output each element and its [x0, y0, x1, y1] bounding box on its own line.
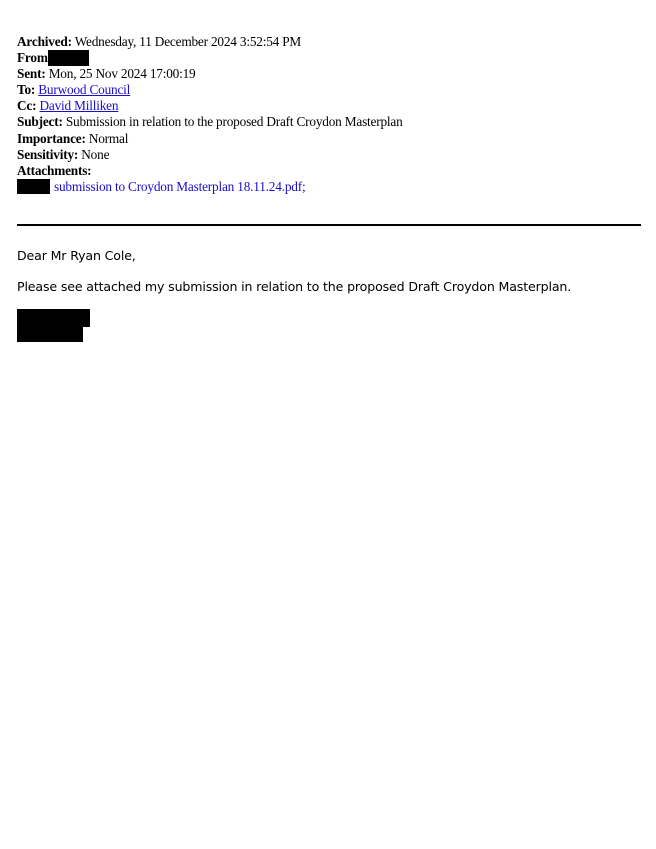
attachment-name-redaction	[17, 179, 50, 194]
attachment-file-link[interactable]: submission to Croydon Masterplan 18.11.24.pdf	[54, 178, 302, 194]
archived-row	[17, 34, 403, 50]
cc-recipient-link[interactable]: David Milliken	[39, 98, 119, 114]
archived-label: Archived:	[17, 34, 72, 49]
to-recipient-link[interactable]: Burwood Council	[38, 82, 131, 98]
subject-value: Submission in relation to the proposed Draft Croydon Masterplan	[65, 114, 403, 130]
signature-redaction-bottom	[17, 326, 83, 342]
attachments-label: Attachments:	[17, 162, 92, 178]
email-header	[17, 34, 403, 195]
from-label: From	[17, 50, 48, 66]
from-redaction	[48, 50, 89, 66]
sent-row	[17, 66, 403, 82]
importance-row	[17, 131, 403, 147]
sent-label: Sent:	[17, 66, 46, 82]
to-label: To:	[17, 82, 36, 98]
from-row	[17, 50, 403, 66]
to-row	[17, 82, 403, 98]
cc-row	[17, 98, 403, 114]
sent-value: Mon, 25 Nov 2024 17:00:19	[48, 66, 196, 82]
archived-value: Wednesday, 11 December 2024 3:52:54 PM	[74, 34, 302, 49]
subject-label: Subject:	[17, 114, 63, 130]
sensitivity-label: Sensitivity:	[17, 146, 79, 162]
importance-value: Normal	[88, 130, 129, 146]
signature-redaction-top	[17, 309, 90, 327]
email-greeting: Dear Mr Ryan Cole,	[17, 248, 136, 263]
attachment-separator: ;	[301, 178, 306, 194]
importance-label: Importance:	[17, 130, 86, 146]
attachment-item	[17, 179, 403, 195]
header-divider	[17, 224, 641, 226]
sensitivity-value: None	[81, 146, 110, 162]
sensitivity-row	[17, 147, 403, 163]
email-message: Please see attached my submission in relation to the proposed Draft Croydon Masterplan.	[17, 279, 572, 294]
subject-row	[17, 114, 403, 130]
attachments-row	[17, 163, 403, 179]
cc-label: Cc:	[17, 98, 37, 114]
